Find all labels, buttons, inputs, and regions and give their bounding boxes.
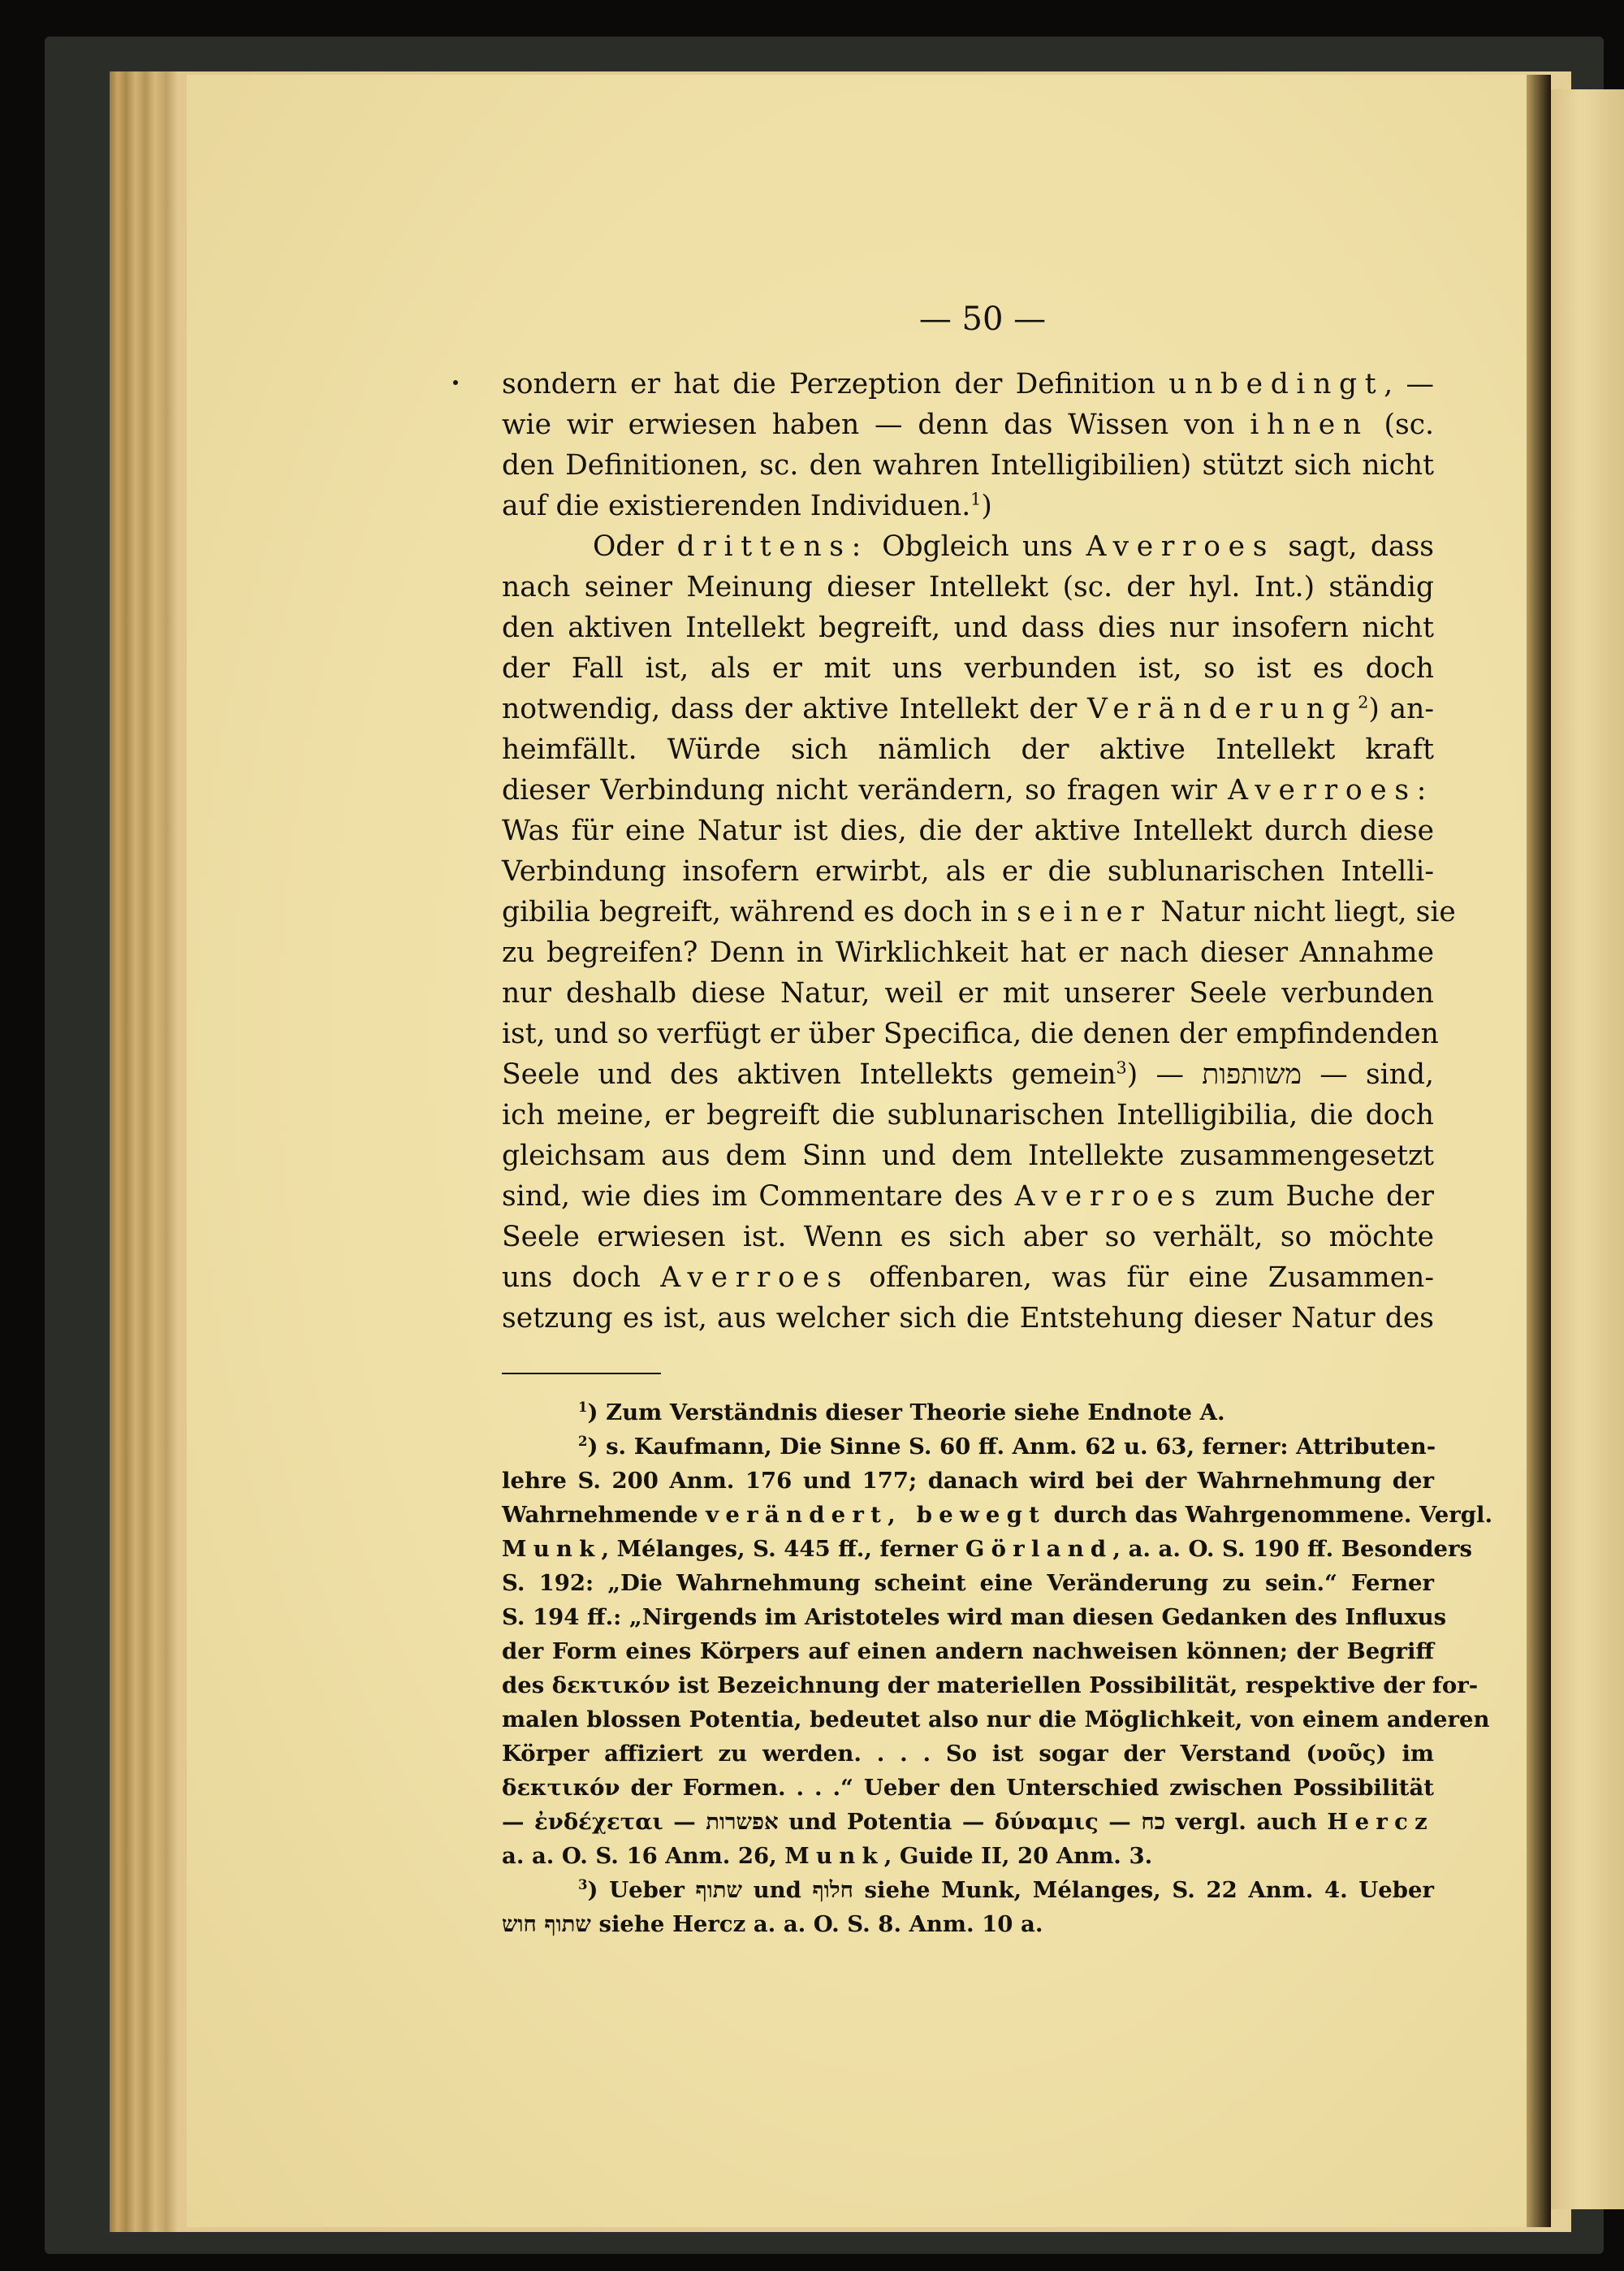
footnote-line: δεκτικόν der Formen. . . .“ Ueber den Unterschied zwischen Possibilität [502, 1775, 1434, 1801]
text-line: setzung es ist, aus welcher sich die Entstehung dieser Natur des [502, 1302, 1434, 1334]
text-line: uns doch Averroes offenbaren, was für eine Zusammen- [502, 1261, 1434, 1294]
text-line: Seele und des aktiven Intellekts gemein$^3$) — משותפות — sind, [502, 1058, 1434, 1091]
text-line: Verbindung insofern erwirbt, als er die sublunarischen Intelli- [502, 855, 1434, 888]
text-line: zu begreifen? Denn in Wirklichkeit hat er nach dieser Annahme [502, 937, 1434, 969]
footnote-line: S. 194 ff.: „Nirgends im Aristoteles wird man diesen Gedanken des Influxus [502, 1604, 1447, 1630]
book-gutter [1527, 75, 1551, 2227]
footnote-line: — ἐνδέχεται — אפשרות und Potentia — δύναμις — כח vergl. auch Hercz [502, 1809, 1434, 1835]
text-line: auf die existierenden Individuen.$^1$) [502, 489, 992, 522]
text-line: nach seiner Meinung dieser Intellekt (sc. der hyl. Int.) ständig [502, 571, 1434, 603]
footnote-line: lehre S. 200 Anm. 176 und 177; danach wird bei der Wahrnehmung der [502, 1468, 1434, 1494]
text-line: der Fall ist, als er mit uns verbunden ist, so ist es doch [502, 652, 1434, 685]
footnote-line: Munk, Mélanges, S. 445 ff., ferner Görland, a. a. O. S. 190 ff. Besonders [502, 1536, 1472, 1562]
footnote-line: $^3$) Ueber שתוף und חלוף siehe Munk, Mélanges, S. 22 Anm. 4. Ueber [578, 1877, 1434, 1903]
footnote-line: שתוף חוש siehe Hercz a. a. O. S. 8. Anm. 10 a. [502, 1911, 1043, 1937]
footnote-line: a. a. O. S. 16 Anm. 26, Munk, Guide II, 20 Anm. 3. [502, 1843, 1153, 1869]
footnote-line: des δεκτικόν ist Bezeichnung der materiellen Possibilität, respektive der for- [502, 1672, 1479, 1698]
footnote-line: $^2$) s. Kaufmann, Die Sinne S. 60 ff. Anm. 62 u. 63, ferner: Attributen- [578, 1434, 1436, 1460]
text-line: sondern er hat die Perzeption der Definition unbedingt, — [502, 368, 1434, 400]
text-line: notwendig, dass der aktive Intellekt der Veränderung$^2$) an- [502, 692, 1434, 725]
text-line: Oder drittens: Obgleich uns Averroes sagt, dass [593, 530, 1434, 563]
footnote-line: Körper affiziert zu werden. . . . So ist sogar der Verstand (νοῦς) im [502, 1741, 1434, 1767]
margin-mark [453, 380, 458, 385]
footnote-line: S. 192: „Die Wahrnehmung scheint eine Veränderung zu sein.“ Ferner [502, 1570, 1434, 1596]
facing-page-edge [1551, 89, 1624, 2209]
footnote-separator [502, 1373, 661, 1374]
text-line: gleichsam aus dem Sinn und dem Intellekte zusammengesetzt [502, 1140, 1434, 1172]
footnotes [502, 1395, 1493, 1941]
footnote-line: $^1$) Zum Verständnis dieser Theorie siehe Endnote A. [578, 1399, 1225, 1425]
text-line: Seele erwiesen ist. Wenn es sich aber so verhält, so möchte [502, 1221, 1434, 1253]
body-text [502, 364, 1456, 1339]
page-number: — 50 — [918, 301, 1047, 338]
text-line: gibilia begreift, während es doch in seiner Natur nicht liegt, sie [502, 896, 1456, 928]
text-line: Was für eine Natur ist dies, die der aktive Intellekt durch diese [502, 815, 1434, 847]
text-line: ich meine, er begreift die sublunarischen Intelligibilia, die doch [502, 1099, 1434, 1131]
text-line: sind, wie dies im Commentare des Averroes zum Buche der [502, 1180, 1434, 1213]
footnote-line: Wahrnehmende verändert, bewegt durch das Wahrgenommene. Vergl. [502, 1502, 1493, 1528]
text-line: den Definitionen, sc. den wahren Intelligibilien) stützt sich nicht [502, 449, 1434, 482]
text-line: den aktiven Intellekt begreift, und dass dies nur insofern nicht [502, 612, 1434, 644]
text-line: heimfällt. Würde sich nämlich der aktive Intellekt kraft [502, 733, 1434, 766]
text-line: dieser Verbindung nicht verändern, so fragen wir Averroes: [502, 774, 1434, 807]
text-line: wie wir erwiesen haben — denn das Wissen von ihnen (sc. [502, 409, 1434, 441]
footnote-line: malen blossen Potentia, bedeutet also nur die Möglichkeit, von einem anderen [502, 1706, 1490, 1732]
text-line: nur deshalb diese Natur, weil er mit unserer Seele verbunden [502, 977, 1434, 1010]
footnote-line: der Form eines Körpers auf einen andern nachweisen können; der Begriff [502, 1638, 1434, 1664]
text-line: ist, und so verfügt er über Specifica, die denen der empfindenden [502, 1018, 1439, 1050]
